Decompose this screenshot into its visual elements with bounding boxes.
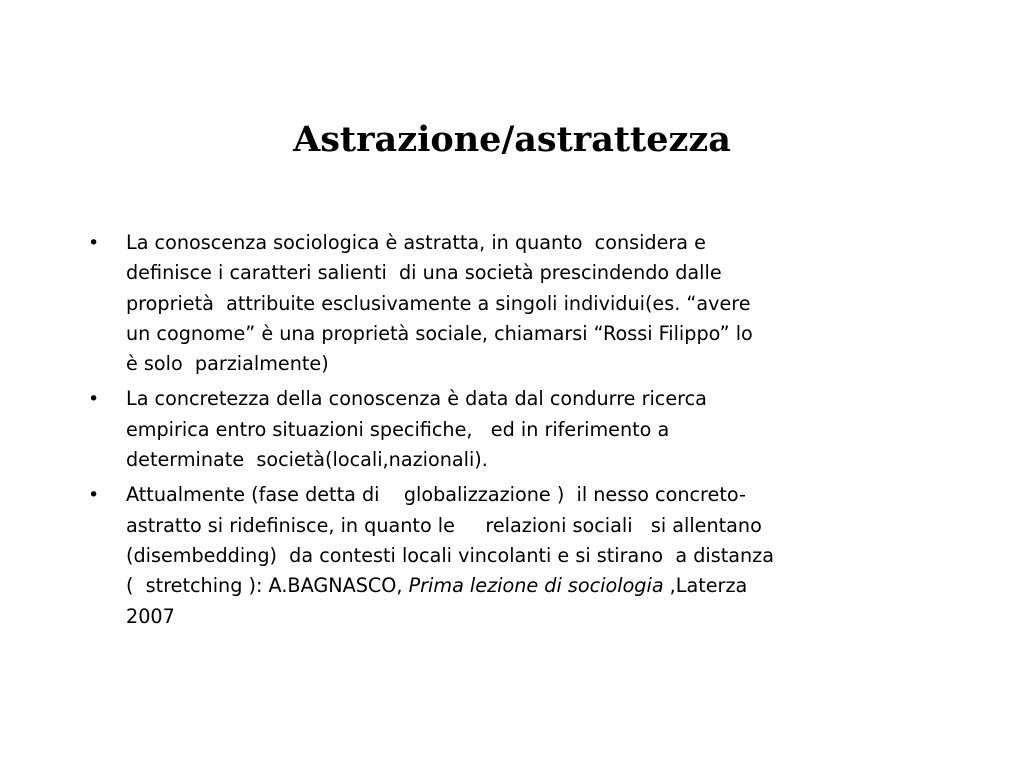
bullet-icon: •	[88, 484, 100, 507]
book-title: Prima lezione di sociologia	[408, 574, 664, 598]
bullet-item-concreteness	[88, 384, 948, 475]
bullet-line: definisce i caratteri salienti di una società prescindendo dalle	[126, 261, 722, 285]
bullet-list	[88, 228, 948, 637]
bullet-line: Attualmente (fase detta di globalizzazione ) il nesso concreto-	[126, 483, 746, 507]
citation-publisher: ,Laterza	[663, 574, 748, 598]
bullet-line-citation	[126, 571, 948, 601]
bullet-line: La conoscenza sociologica è astratta, in quanto considera e	[126, 231, 706, 254]
bullet-line: proprietà attribuite esclusivamente a singoli individui(es. “avere	[126, 291, 751, 315]
bullet-item-globalization	[88, 480, 948, 631]
bullet-line: è solo parzialmente)	[126, 352, 329, 376]
slide-title: Astrazione/astrattezza	[293, 119, 731, 160]
citation-author: ( stretching ): A.BAGNASCO,	[126, 574, 409, 598]
bullet-line: determinate società(locali,nazionali).	[126, 448, 488, 472]
bullet-line: empirica entro situazioni specifiche, ed in riferimento a	[126, 417, 670, 441]
bullet-line: astratto si ridefinisce, in quanto le relazioni sociali si allentano	[126, 513, 762, 537]
bullet-icon: •	[88, 388, 100, 411]
bullet-line: un cognome” è una proprietà sociale, chiamarsi “Rossi Filippo” lo	[126, 321, 753, 345]
bullet-icon: •	[88, 232, 100, 254]
bullet-item-abstraction	[88, 228, 948, 379]
bullet-line: (disembedding) da contesti locali vincolanti e si stirano a distanza	[126, 543, 774, 567]
citation-year: 2007	[126, 604, 175, 628]
bullet-line: La concretezza della conoscenza è data dal condurre ricerca	[126, 387, 707, 411]
